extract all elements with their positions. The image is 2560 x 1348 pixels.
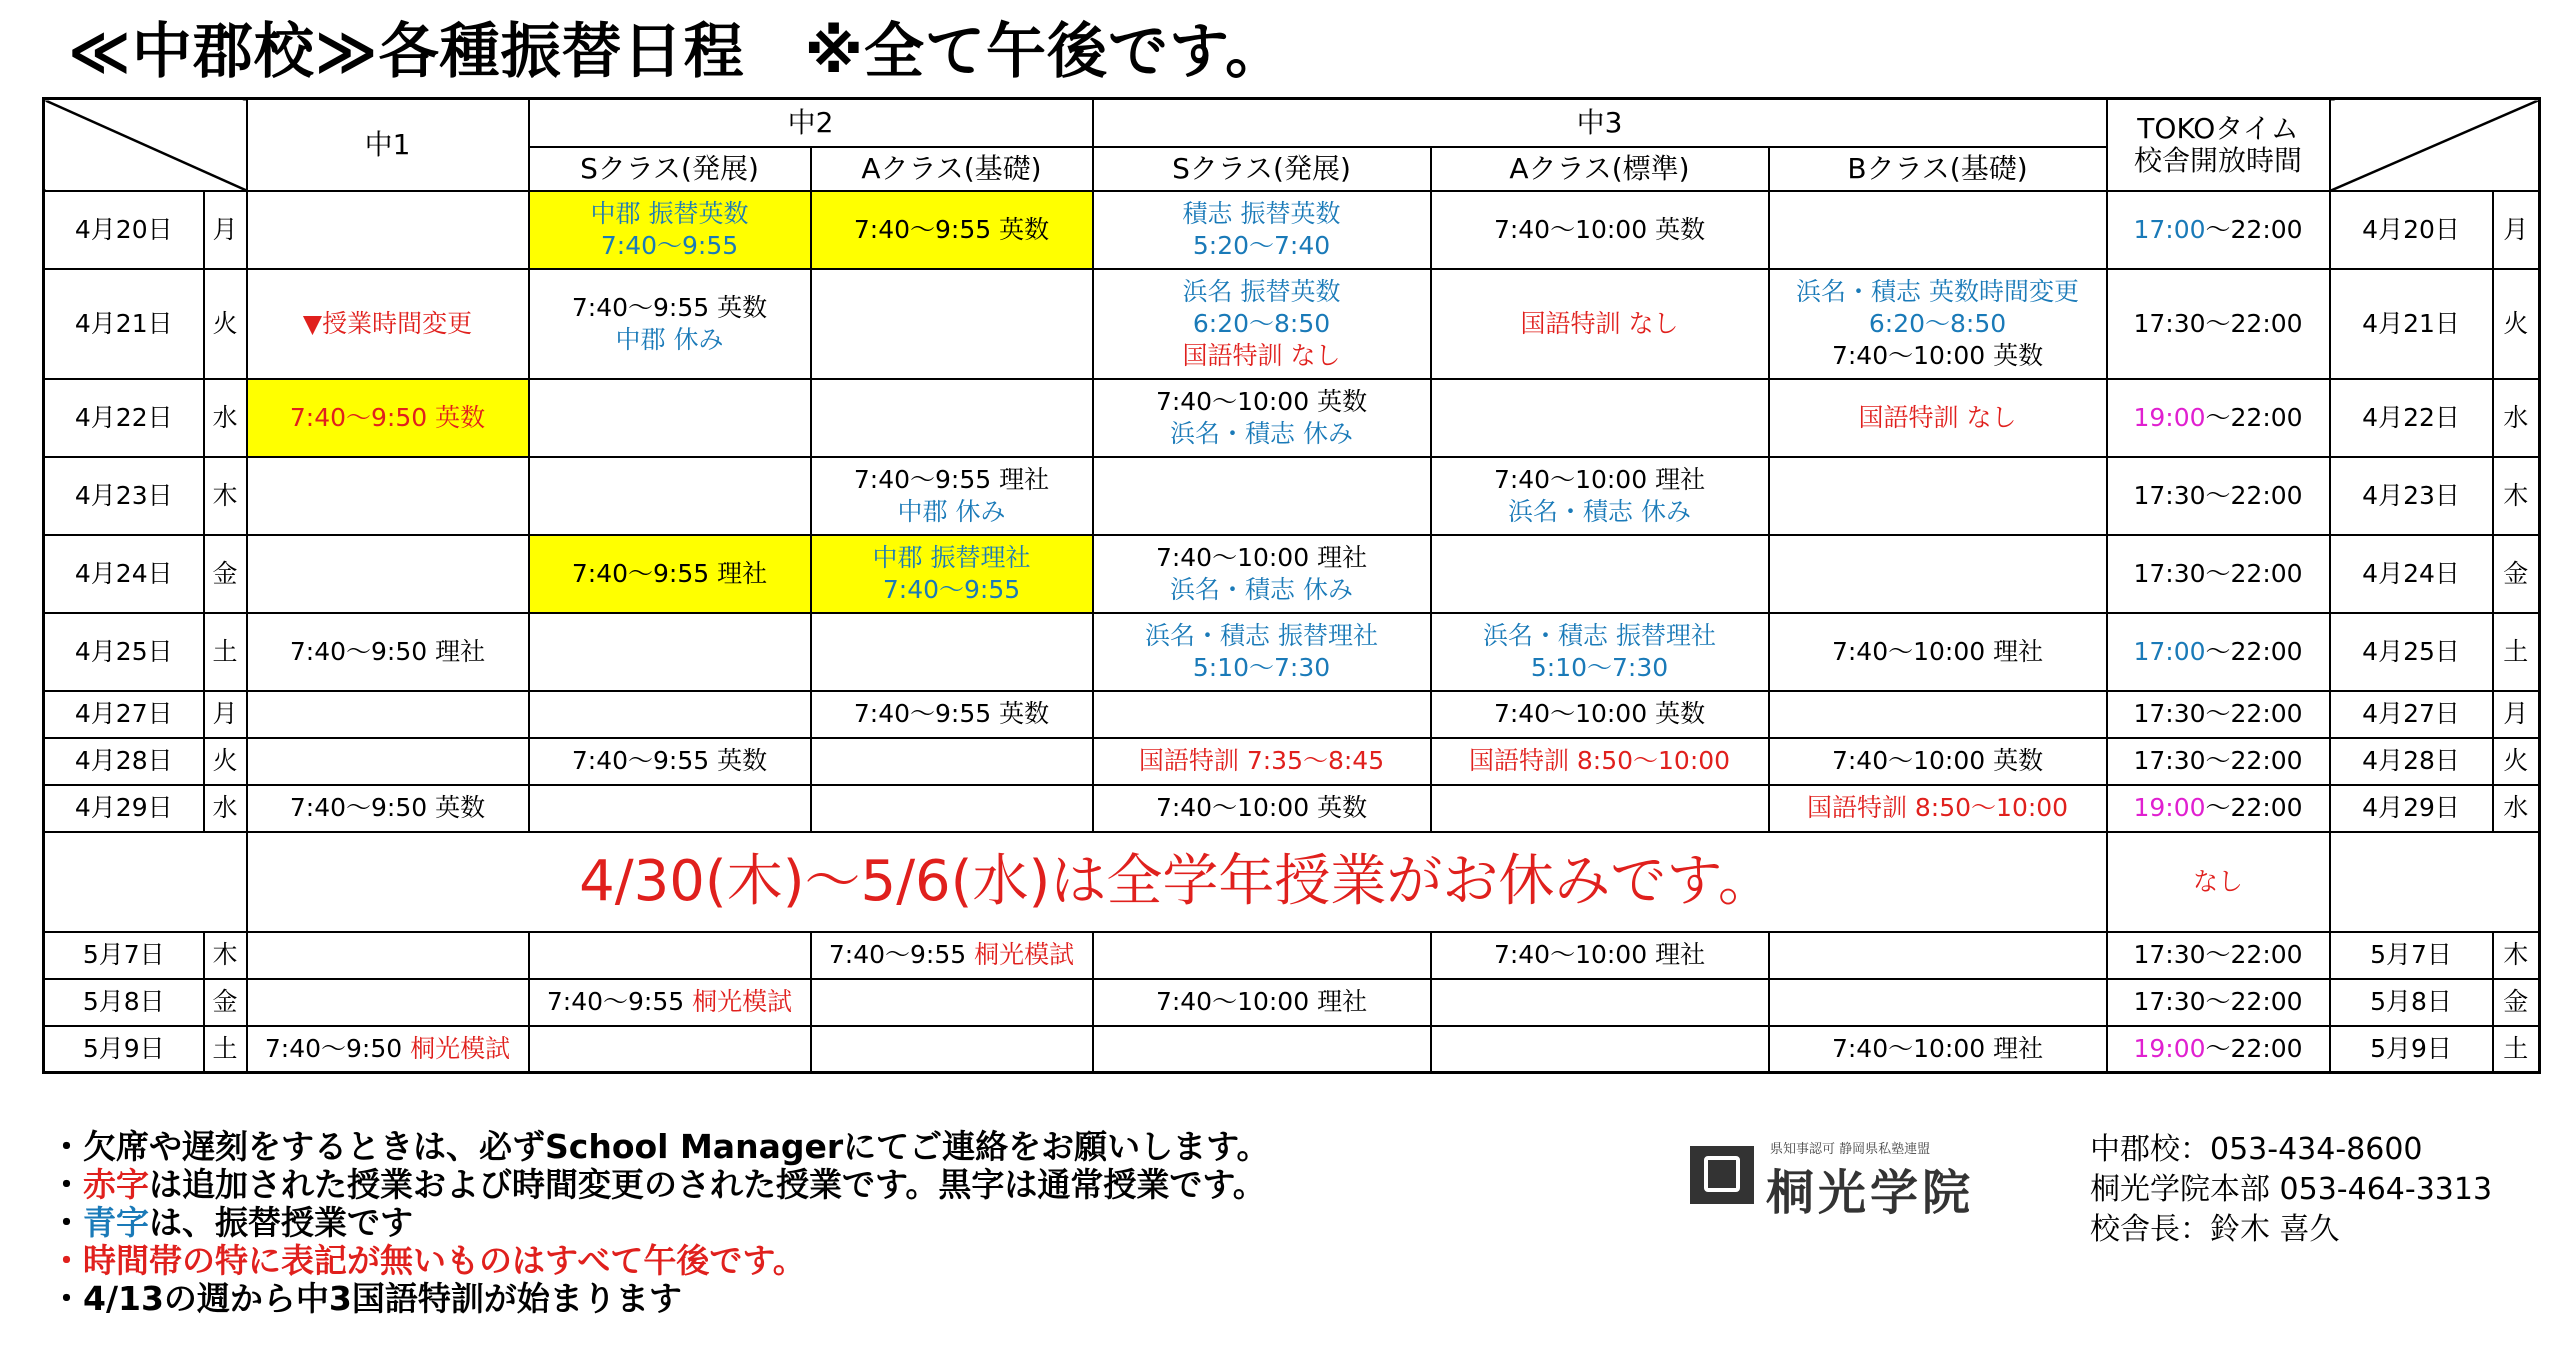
header-g2-s: Sクラス(発展): [529, 147, 811, 191]
slot-g3b: [1769, 785, 2107, 832]
slot-g3s: [1093, 691, 1431, 738]
slot-g1: [247, 932, 529, 979]
toko-end: 〜22:00: [2205, 308, 2303, 338]
table-row: [44, 691, 2540, 738]
slot-g1: [247, 1026, 529, 1073]
slot-g3s: [1093, 379, 1431, 457]
slot-g2s: [529, 269, 811, 379]
cell-line: 7:40〜9:55 英数: [853, 214, 1050, 244]
note-line: [50, 1242, 1269, 1280]
date-cell-right: 4月23日: [2330, 457, 2493, 535]
toko-end: 〜22:00: [2205, 746, 2303, 775]
date-cell-right: 4月28日: [2330, 738, 2493, 785]
weekday-cell: 水: [204, 785, 247, 832]
weekday-cell-right: 土: [2493, 1026, 2540, 1073]
logo-name: 桐光学院: [1766, 1165, 1975, 1221]
cell-line: 7:40〜10:00 英数: [1831, 340, 2044, 370]
cell-line: 7:40〜9:50 英数: [289, 402, 486, 432]
cell-line: 中郡 振替英数: [590, 198, 749, 228]
table-row: [44, 457, 2540, 535]
table-row: [44, 191, 2540, 269]
cell-line: 6:20〜8:50: [1868, 308, 2007, 338]
table-row: [44, 269, 2540, 379]
table-row: [44, 785, 2540, 832]
date-cell-right: 4月24日: [2330, 535, 2493, 613]
contact-principal: 校舎長：鈴木 喜久: [2090, 1212, 2340, 1247]
cell-line: 国語特訓 なし: [1182, 340, 1341, 370]
cell-line: 浜名・積志 休み: [1170, 418, 1353, 448]
school-logo: [1690, 1132, 2030, 1221]
toko-time-cell: [2107, 535, 2330, 613]
cell-line: 浜名・積志 振替理社: [1145, 620, 1378, 650]
table-row: [44, 379, 2540, 457]
slot-g1: [247, 191, 529, 269]
cell-line: 7:40〜10:00 英数: [1493, 699, 1706, 728]
header-g2: 中2: [529, 99, 1093, 147]
weekday-cell: 月: [204, 191, 247, 269]
toko-end: 〜22:00: [2205, 214, 2303, 244]
date-cell: 4月24日: [44, 535, 204, 613]
slot-g2s: [529, 379, 811, 457]
cell-line: 桐光模試: [974, 940, 1075, 969]
weekday-cell: 月: [204, 691, 247, 738]
slot-g2a: [811, 191, 1093, 269]
date-cell: 4月20日: [44, 191, 204, 269]
cell-line: 国語特訓 8:50〜10:00: [1806, 793, 2069, 822]
slot-g2a: [811, 979, 1093, 1026]
cell-line: 中郡 休み: [897, 496, 1006, 526]
toko-time-cell: [2107, 269, 2330, 379]
slot-g2a: [811, 738, 1093, 785]
note-segment: 赤字: [83, 1165, 149, 1204]
note-segment: は、振替授業です: [149, 1203, 413, 1242]
slot-g3s: [1093, 979, 1431, 1026]
cell-line: 中郡 振替理社: [872, 542, 1031, 572]
note-segment: ・欠席や遅刻をするときは、必ずSchool Managerにてご連絡をお願いします。: [50, 1127, 1270, 1166]
header-g2-a: Aクラス(基礎): [811, 147, 1093, 191]
table-row: [44, 738, 2540, 785]
cell-line: 浜名・積志 英数時間変更: [1796, 276, 2079, 306]
cell-line: 7:40〜10:00 英数: [1493, 214, 1706, 244]
toko-time-cell: [2107, 932, 2330, 979]
contact-branch-phone: 中郡校：053-434-8600: [2090, 1132, 2423, 1167]
slot-g1: [247, 691, 529, 738]
toko-start: 17:30: [2133, 558, 2206, 588]
weekday-cell-right: 金: [2493, 535, 2540, 613]
cell-line: 国語特訓 なし: [1858, 402, 2017, 432]
slot-g2a: [811, 1026, 1093, 1073]
note-line: [50, 1166, 1269, 1204]
cell-line: 国語特訓 8:50〜10:00: [1468, 746, 1731, 775]
weekday-cell-right: 金: [2493, 979, 2540, 1026]
slot-g2s: [529, 979, 811, 1026]
header-toko: [2107, 99, 2330, 191]
cell-line: 7:40〜10:00 理社: [1831, 636, 2044, 666]
contact-info: [2090, 1130, 2492, 1250]
weekday-cell: 金: [204, 535, 247, 613]
page-title: [68, 4, 1286, 90]
toko-end: 〜22:00: [2205, 402, 2303, 432]
note-line: [50, 1280, 1269, 1318]
table-row: [44, 613, 2540, 691]
date-cell: 4月29日: [44, 785, 204, 832]
cell-line: 浜名・積志 振替理社: [1483, 620, 1716, 650]
slot-g3b: [1769, 979, 2107, 1026]
slot-g1: [247, 457, 529, 535]
slot-g2a: [811, 457, 1093, 535]
notes: [50, 1128, 1269, 1318]
cell-line: 中郡 休み: [615, 324, 724, 354]
cell-line: 7:40〜9:55 英数: [571, 746, 768, 775]
weekday-cell-right: 火: [2493, 269, 2540, 379]
holiday-blank-right: [2330, 832, 2540, 932]
toko-start: 17:30: [2133, 940, 2206, 969]
note-segment: ・: [50, 1203, 83, 1242]
toko-time-cell: [2107, 1026, 2330, 1073]
slot-g2s: [529, 535, 811, 613]
toko-time-cell: [2107, 613, 2330, 691]
cell-line: 国語特訓 7:35〜8:45: [1138, 746, 1385, 775]
slot-g2a: [811, 379, 1093, 457]
toko-end: 〜22:00: [2205, 940, 2303, 969]
holiday-message: 4/30(木)〜5/6(水)は全学年授業がお休みです。: [247, 832, 2107, 932]
slot-g1: [247, 738, 529, 785]
cell-line: 7:40〜10:00 理社: [1155, 987, 1368, 1016]
title-note: ※全て午後です。: [804, 17, 1287, 87]
cell-line: 7:40〜9:55: [546, 987, 693, 1016]
cell-line: ▼授業時間変更: [302, 308, 473, 338]
cell-line: 6:20〜8:50: [1192, 308, 1331, 338]
slot-g3a: [1431, 535, 1769, 613]
date-cell-right: 4月27日: [2330, 691, 2493, 738]
header-toko-line1: TOKOタイム: [2137, 111, 2299, 145]
slot-g3s: [1093, 269, 1431, 379]
slot-g1: [247, 379, 529, 457]
logo-subtitle: 県知事認可 静岡県私塾連盟: [1770, 1142, 1931, 1157]
cell-line: 7:40〜9:55 英数: [853, 699, 1050, 728]
date-cell: 5月9日: [44, 1026, 204, 1073]
note-segment: ・4/13の週から中3国語特訓が始まります: [50, 1279, 682, 1318]
slot-g2a: [811, 269, 1093, 379]
corner-cell-right: [2330, 99, 2540, 191]
table-row: [44, 1026, 2540, 1073]
weekday-cell: 木: [204, 932, 247, 979]
toko-end: 〜22:00: [2205, 987, 2303, 1016]
cell-line: 7:40〜10:00 英数: [1155, 793, 1368, 822]
holiday-blank-left: [44, 832, 247, 932]
cell-line: 5:10〜7:30: [1192, 652, 1331, 682]
cell-line: 7:40〜9:55: [600, 230, 739, 260]
header-g3-a: Aクラス(標準): [1431, 147, 1769, 191]
weekday-cell-right: 火: [2493, 738, 2540, 785]
slot-g3a: [1431, 379, 1769, 457]
date-cell: 4月27日: [44, 691, 204, 738]
toko-start: 19:00: [2133, 793, 2206, 822]
date-cell: 4月22日: [44, 379, 204, 457]
cell-line: 桐光模試: [692, 987, 793, 1016]
cell-line: 浜名・積志 休み: [1170, 574, 1353, 604]
weekday-cell-right: 木: [2493, 932, 2540, 979]
toko-start: 17:00: [2133, 214, 2206, 244]
slot-g3s: [1093, 191, 1431, 269]
weekday-cell: 水: [204, 379, 247, 457]
holiday-toko: なし: [2107, 832, 2330, 932]
header-toko-line2: 校舎開放時間: [2134, 143, 2303, 177]
toko-time-cell: [2107, 738, 2330, 785]
weekday-cell: 木: [204, 457, 247, 535]
slot-g3a: [1431, 738, 1769, 785]
cell-line: 7:40〜9:55 理社: [571, 558, 768, 588]
cell-line: 浜名・積志 休み: [1508, 496, 1691, 526]
date-cell: 4月28日: [44, 738, 204, 785]
toko-start: 17:00: [2133, 636, 2206, 666]
slot-g3s: [1093, 932, 1431, 979]
slot-g3a: [1431, 191, 1769, 269]
slot-g3s: [1093, 785, 1431, 832]
holiday-row: [44, 832, 2540, 932]
cell-line: 7:40〜9:55 理社: [853, 464, 1050, 494]
slot-g3b: [1769, 191, 2107, 269]
weekday-cell-right: 月: [2493, 191, 2540, 269]
slot-g2s: [529, 738, 811, 785]
toko-start: 19:00: [2133, 402, 2206, 432]
slot-g2a: [811, 691, 1093, 738]
cell-line: 5:20〜7:40: [1192, 230, 1331, 260]
date-cell-right: 5月9日: [2330, 1026, 2493, 1073]
slot-g1: [247, 535, 529, 613]
slot-g3b: [1769, 1026, 2107, 1073]
slot-g3a: [1431, 269, 1769, 379]
slot-g3b: [1769, 457, 2107, 535]
toko-end: 〜22:00: [2205, 558, 2303, 588]
toko-start: 17:30: [2133, 987, 2206, 1016]
date-cell-right: 4月22日: [2330, 379, 2493, 457]
cell-line: 浜名 振替英数: [1182, 276, 1341, 306]
slot-g3s: [1093, 457, 1431, 535]
note-segment: ・: [50, 1165, 83, 1204]
weekday-cell: 火: [204, 269, 247, 379]
date-cell: 5月8日: [44, 979, 204, 1026]
date-cell-right: 4月29日: [2330, 785, 2493, 832]
note-segment: は追加された授業および時間変更のされた授業です。黒字は通常授業です。: [149, 1165, 1266, 1204]
weekday-cell: 火: [204, 738, 247, 785]
weekday-cell-right: 木: [2493, 457, 2540, 535]
slot-g3b: [1769, 535, 2107, 613]
toko-end: 〜22:00: [2205, 793, 2303, 822]
slot-g3b: [1769, 738, 2107, 785]
slot-g3s: [1093, 1026, 1431, 1073]
weekday-cell: 土: [204, 1026, 247, 1073]
toko-end: 〜22:00: [2205, 636, 2303, 666]
cell-line: 7:40〜10:00 理社: [1493, 464, 1706, 494]
slot-g2a: [811, 932, 1093, 979]
slot-g2a: [811, 535, 1093, 613]
slot-g1: [247, 269, 529, 379]
date-cell-right: 5月8日: [2330, 979, 2493, 1026]
weekday-cell: 金: [204, 979, 247, 1026]
slot-g3a: [1431, 932, 1769, 979]
table-row: [44, 932, 2540, 979]
weekday-cell-right: 土: [2493, 613, 2540, 691]
cell-line: 7:40〜10:00 英数: [1155, 386, 1368, 416]
toko-time-cell: [2107, 691, 2330, 738]
cell-line: 7:40〜9:50 英数: [289, 793, 486, 822]
toko-start: 19:00: [2133, 1033, 2206, 1063]
cell-line: 7:40〜10:00 理社: [1493, 940, 1706, 969]
table-row: [44, 979, 2540, 1026]
date-cell-right: 4月25日: [2330, 613, 2493, 691]
note-line: [50, 1204, 1269, 1242]
cell-line: 7:40〜9:50: [264, 1033, 411, 1063]
header-g1: 中1: [247, 99, 529, 191]
toko-end: 〜22:00: [2205, 1033, 2303, 1063]
date-cell-right: 4月21日: [2330, 269, 2493, 379]
cell-line: 7:40〜9:55: [828, 940, 975, 969]
toko-start: 17:30: [2133, 746, 2206, 775]
weekday-cell-right: 水: [2493, 379, 2540, 457]
slot-g2a: [811, 785, 1093, 832]
weekday-cell-right: 月: [2493, 691, 2540, 738]
slot-g3s: [1093, 613, 1431, 691]
slot-g3a: [1431, 785, 1769, 832]
date-cell-right: 5月7日: [2330, 932, 2493, 979]
note-segment: 青字: [83, 1203, 149, 1242]
slot-g3a: [1431, 457, 1769, 535]
slot-g2s: [529, 691, 811, 738]
corner-cell-left: [44, 99, 247, 191]
slot-g3s: [1093, 738, 1431, 785]
slot-g3a: [1431, 613, 1769, 691]
date-cell: 5月7日: [44, 932, 204, 979]
slot-g3s: [1093, 535, 1431, 613]
slot-g3b: [1769, 379, 2107, 457]
toko-time-cell: [2107, 191, 2330, 269]
slot-g3a: [1431, 979, 1769, 1026]
date-cell-right: 4月20日: [2330, 191, 2493, 269]
slot-g3b: [1769, 691, 2107, 738]
slot-g3b: [1769, 269, 2107, 379]
slot-g2s: [529, 932, 811, 979]
cell-line: 7:40〜10:00 理社: [1155, 542, 1368, 572]
slot-g2s: [529, 785, 811, 832]
weekday-cell-right: 水: [2493, 785, 2540, 832]
note-segment: ・時間帯の特に表記が無いものはすべて午後です。: [50, 1241, 806, 1280]
cell-line: 5:10〜7:30: [1530, 652, 1669, 682]
slot-g2s: [529, 1026, 811, 1073]
slot-g1: [247, 613, 529, 691]
date-cell: 4月23日: [44, 457, 204, 535]
toko-time-cell: [2107, 979, 2330, 1026]
header-g3-s: Sクラス(発展): [1093, 147, 1431, 191]
slot-g1: [247, 785, 529, 832]
toko-end: 〜22:00: [2205, 480, 2303, 510]
note-line: [50, 1128, 1269, 1166]
cell-line: 国語特訓 なし: [1520, 308, 1679, 338]
slot-g2s: [529, 191, 811, 269]
slot-g3b: [1769, 932, 2107, 979]
date-cell: 4月21日: [44, 269, 204, 379]
toko-start: 17:30: [2133, 480, 2206, 510]
slot-g1: [247, 979, 529, 1026]
cell-line: 7:40〜10:00 理社: [1831, 1033, 2044, 1063]
slot-g2s: [529, 457, 811, 535]
cell-line: 7:40〜10:00 英数: [1831, 746, 2044, 775]
table-row: [44, 535, 2540, 613]
cell-line: 積志 振替英数: [1182, 198, 1341, 228]
title-main: ≪中郡校≫各種振替日程: [68, 17, 745, 87]
weekday-cell: 土: [204, 613, 247, 691]
toko-time-cell: [2107, 379, 2330, 457]
slot-g3a: [1431, 691, 1769, 738]
contact-hq-phone: 桐光学院本部 053-464-3313: [2090, 1172, 2493, 1207]
cell-line: 桐光模試: [410, 1033, 511, 1063]
slot-g3a: [1431, 1026, 1769, 1073]
toko-start: 17:30: [2133, 699, 2206, 728]
schedule-table: [42, 97, 2541, 1074]
header-g3: 中3: [1093, 99, 2107, 147]
toko-time-cell: [2107, 785, 2330, 832]
slot-g2a: [811, 613, 1093, 691]
book-pen-icon: [1690, 1146, 1754, 1204]
cell-line: 7:40〜9:55 英数: [571, 292, 768, 322]
header-g3-b: Bクラス(基礎): [1769, 147, 2107, 191]
date-cell: 4月25日: [44, 613, 204, 691]
cell-line: 7:40〜9:50 理社: [289, 636, 486, 666]
cell-line: 7:40〜9:55: [882, 574, 1021, 604]
slot-g2s: [529, 613, 811, 691]
toko-start: 17:30: [2133, 308, 2206, 338]
toko-end: 〜22:00: [2205, 699, 2303, 728]
slot-g3b: [1769, 613, 2107, 691]
toko-time-cell: [2107, 457, 2330, 535]
